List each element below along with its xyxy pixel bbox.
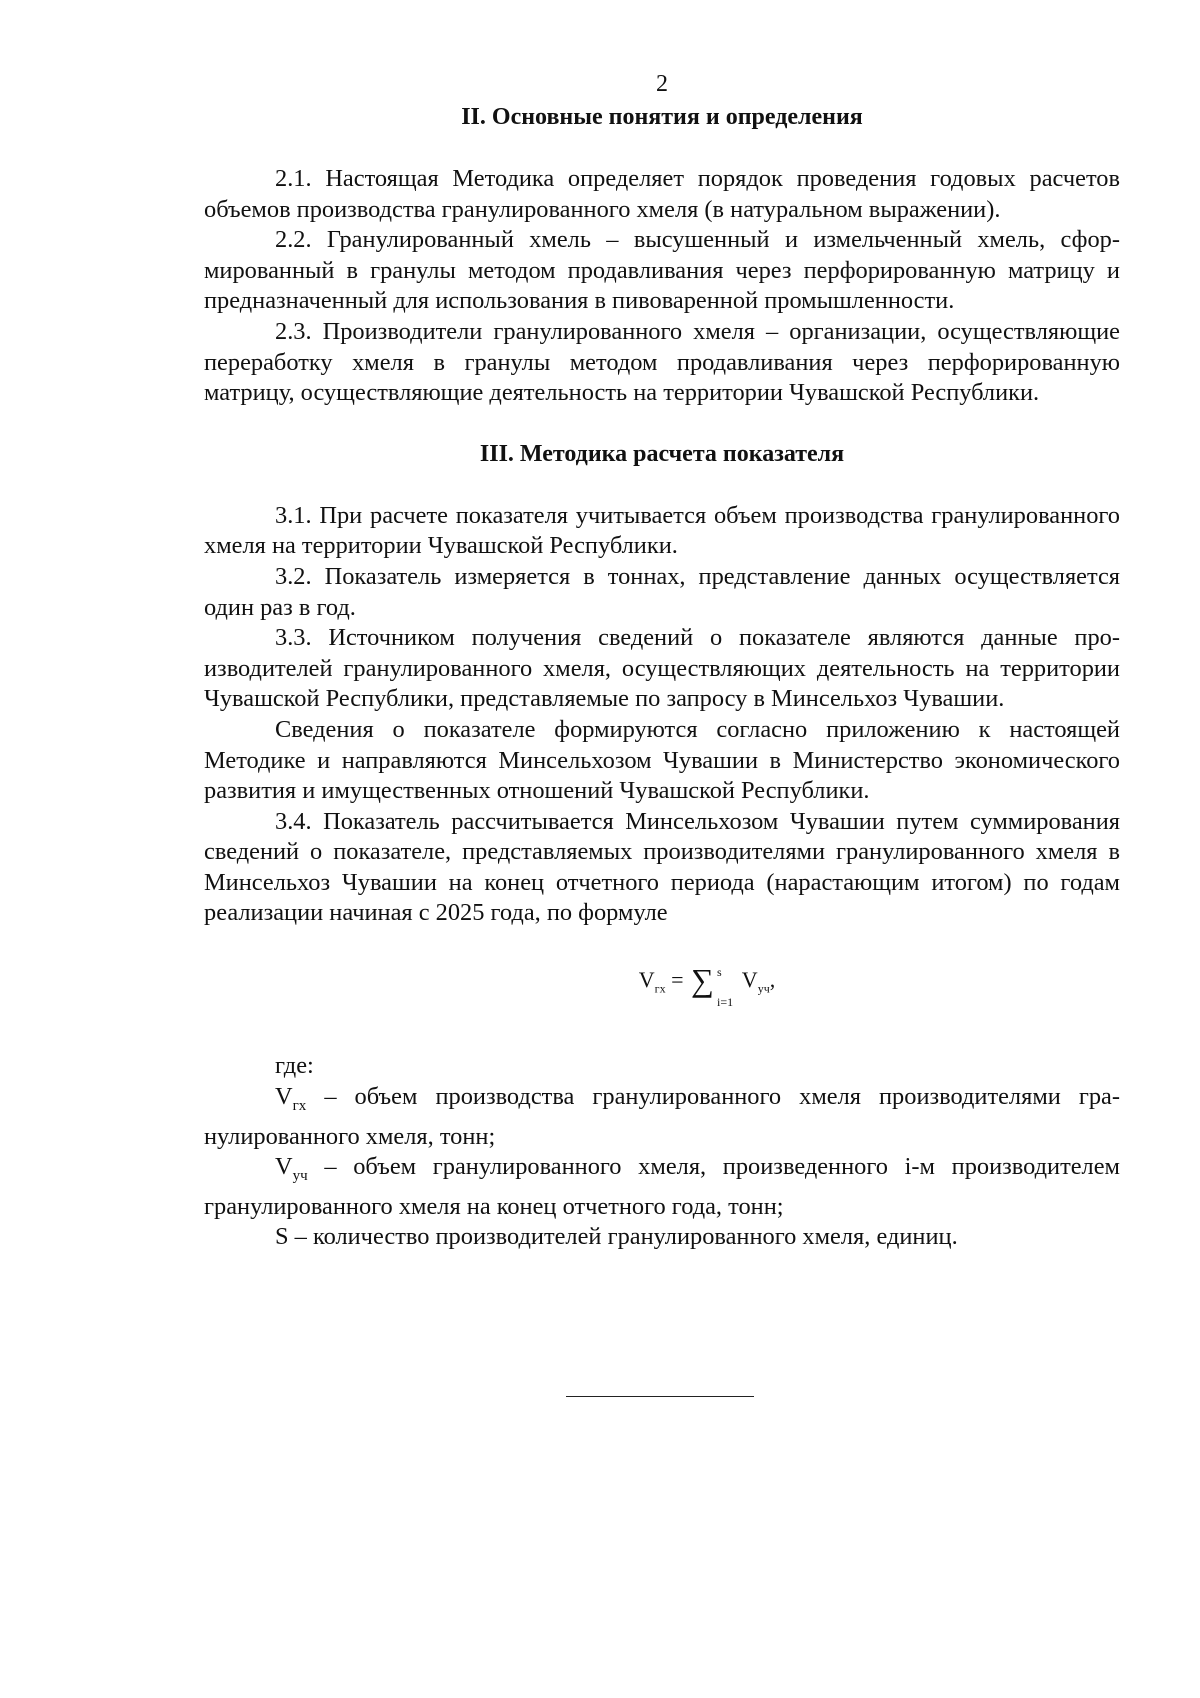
- formula-lhs-symbol: V: [638, 967, 655, 993]
- section-3-heading: III. Методика расчета показателя: [479, 440, 845, 467]
- sum-symbol: ∑: [690, 962, 714, 999]
- definition-subscript: уч: [292, 1167, 308, 1184]
- document-page: [204, 68, 1120, 1253]
- section-2-heading: II. Основные понятия и определения: [461, 104, 863, 130]
- summation-formula: [204, 962, 1120, 1010]
- definition-symbol: V: [275, 1153, 293, 1181]
- paragraph-3-1: 3.1. При расчете показателя учитывается объем производства гранулированного хмеля на территории Чувашской Республики.: [204, 501, 1120, 560]
- definition-text: – объем гранулированного хмеля, произведенного i-м производителем гранулированного хмеля на конец отчетного года, тонн;: [204, 1153, 1120, 1220]
- paragraph-2-3: 2.3. Производители гранулированного хмеля – организации, осуществляющие переработку хмеля в гранулы методом продавливания через перфорированную матрицу, осуществляющие деятельность на территории Чувашской Республики.: [204, 317, 1120, 407]
- formula-equals: =: [671, 967, 684, 993]
- formula-trailing-comma: ,: [769, 967, 776, 993]
- definitions: [204, 1051, 1120, 1252]
- paragraph-3-3: 3.3. Источником получения сведений о показателе являются данные производителей гранулированного хмеля, осуществляющих деятельность на территории Чувашской Республики, представляемые по запросу в Минсельхоз Чувашии.: [204, 624, 1120, 713]
- sum-lower-limit: i=1: [716, 995, 734, 1010]
- where-label: где:: [275, 1052, 314, 1080]
- definition-symbol: V: [275, 1083, 293, 1111]
- paragraph-3-3-info: Сведения о показателе формируются согласно приложению к настоящей Методике и направляются Минсельхозом Чувашии в Министерство экономического развития и имущественных отношений Чувашской Республики.: [204, 715, 1120, 805]
- closing-rule: [566, 1396, 754, 1397]
- definition-vgx: [204, 1082, 1120, 1152]
- section-2-body: [204, 164, 1120, 409]
- paragraph-3-4: 3.4. Показатель рассчитывается Минсельхозом Чувашии путем суммирования сведений о показателе, представляемых производителями гранулированного хмеля в Минсельхоз Чувашии на конец отчетного периода (нарастающим итогом) по годам реализации начиная с 2025 года, по формуле: [204, 807, 1120, 927]
- definition-vuch: [204, 1152, 1120, 1222]
- section-3-body: [204, 501, 1120, 929]
- definition-subscript: гх: [292, 1097, 307, 1114]
- page-number: 2: [656, 71, 668, 97]
- definition-symbol: S: [275, 1223, 289, 1251]
- formula-lhs-subscript: гх: [654, 981, 666, 996]
- formula-rhs-symbol: V: [741, 967, 758, 993]
- definition-text: – количество производителей гранулированного хмеля, единиц.: [288, 1223, 958, 1251]
- definition-s: [204, 1222, 1120, 1253]
- paragraph-2-1: 2.1. Настоящая Методика определяет порядок проведения годовых расчетов объемов производства гранулированного хмеля (в натуральном выражении).: [204, 165, 1120, 223]
- sum-sign: [690, 962, 734, 1010]
- sum-upper-limit: s: [716, 965, 722, 980]
- definition-text: – объем производства гранулированного хмеля производителями гранулированного хмеля, тонн;: [204, 1083, 1120, 1150]
- paragraph-3-2: 3.2. Показатель измеряется в тоннах, представление данных осуществляется один раз в год.: [204, 562, 1120, 621]
- formula-rhs-subscript: уч: [757, 981, 770, 996]
- paragraph-2-2: 2.2. Гранулированный хмель – высушенный и измельченный хмель, сформированный в гранулы методом продавливания через перфорированную матрицу и предназначенный для использования в пивоваренной промышленности.: [204, 226, 1120, 315]
